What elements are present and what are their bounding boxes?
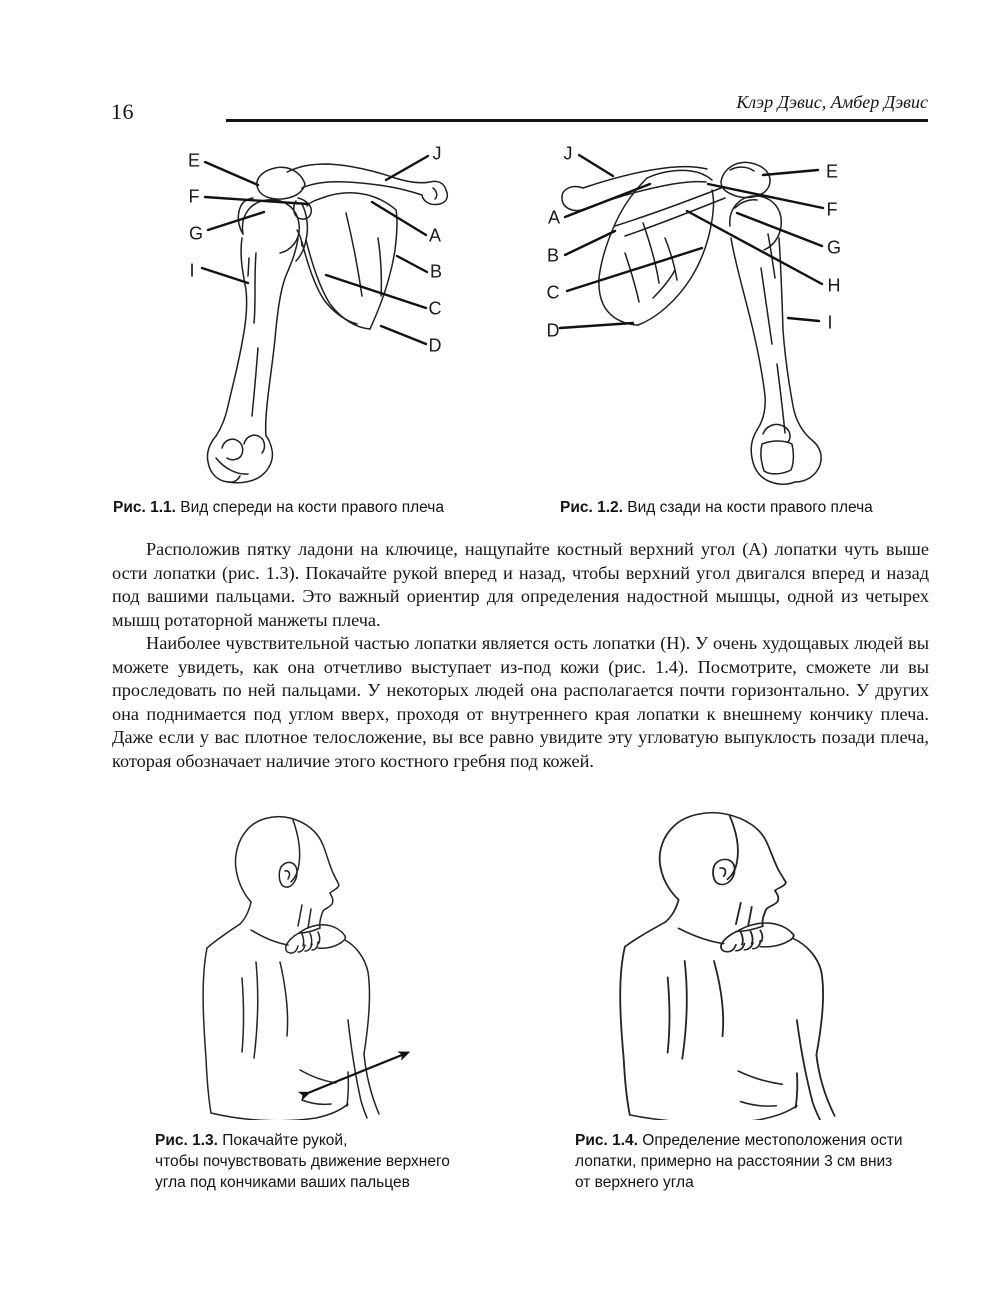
caption-line: чтобы почувствовать движение верхнего <box>155 1153 450 1170</box>
caption-label: Рис. 1.2. <box>560 499 623 516</box>
figure-label-J: J <box>432 143 442 164</box>
figure-1-4-caption <box>575 1130 925 1193</box>
caption-text: Вид сзади на кости правого плеча <box>627 499 873 516</box>
person-outline <box>620 813 834 1120</box>
figure-label-I: I <box>827 312 833 333</box>
caption-label: Рис. 1.1. <box>113 499 176 516</box>
caption-line: угла под кончиками ваших пальцев <box>155 1174 410 1191</box>
body-text-block <box>112 538 929 773</box>
caption-text: Покачайте рукой, <box>222 1132 348 1149</box>
figure-label-D: D <box>428 335 442 356</box>
figure-label-B: B <box>546 245 560 266</box>
figure-label-J: J <box>563 143 573 164</box>
header-rule <box>226 119 928 122</box>
figure-1-3 <box>152 812 472 1120</box>
body-paragraph-1: Расположив пятку ладони на ключице, нащупайте костный верхний угол (А) лопатки чуть выше ости лопатки (рис. 1.3). Покачайте рукой вперед и назад, чтобы верхний угол двигался вперед и назад под вашими пальцами. Это важный ориентир для определения надостной мышцы, одной из четырех мышц ротаторной манжеты плеча. <box>112 539 929 630</box>
motion-arrow <box>308 1055 402 1093</box>
bone-diagram-posterior-svg <box>525 138 870 494</box>
figure-label-G: G <box>188 223 204 244</box>
caption-line <box>155 1130 495 1151</box>
scapula-outline <box>599 170 714 325</box>
figure-1-4 <box>592 810 892 1120</box>
caption-label: Рис. 1.4. <box>575 1132 638 1149</box>
humerus-outline <box>207 198 302 483</box>
figure-1-1 <box>150 138 490 494</box>
figure-1-1-caption <box>113 497 543 518</box>
clavicle-outline <box>287 164 447 205</box>
figure-label-G: G <box>826 237 842 258</box>
figure-label-F: F <box>188 186 200 207</box>
clavicle-outline <box>562 167 707 211</box>
figure-label-A: A <box>428 225 442 246</box>
figure-label-C: C <box>428 298 442 319</box>
caption-line: лопатки, примерно на расстоянии 3 см вниз <box>575 1153 893 1170</box>
figure-1-3-caption <box>155 1130 495 1193</box>
figure-label-B: B <box>429 261 443 282</box>
caption-text: Вид спереди на кости правого плеча <box>180 499 444 516</box>
figure-1-2-caption <box>560 497 940 518</box>
figure-label-I: I <box>189 260 195 281</box>
person-illustration-svg <box>152 812 472 1120</box>
figure-label-F: F <box>826 199 838 220</box>
person-illustration-svg <box>592 810 892 1120</box>
body-paragraph-2: Наиболее чувствительной частью лопатки является ость лопатки (Н). У очень худощавых людей вы можете увидеть, как она отчетливо выступает из-под кожи (рис. 1.4). Посмотрите, сможете ли вы проследовать по ней пальцами. У некоторых людей она располагается почти горизонтально. У других она поднимается под углом вверх, проходя от внутреннего края лопатки к внешнему кончику плеча. Даже если у вас плотное телосложение, вы все равно увидите эту угловатую выпуклость позади плеча, которая обозначает наличие этого костного гребня под кожей. <box>112 633 929 771</box>
leader-lines <box>560 155 823 328</box>
page-number: 16 <box>111 99 134 124</box>
figure-label-C: C <box>546 282 560 303</box>
caption-line: от верхнего угла <box>575 1174 694 1191</box>
figure-label-H: H <box>827 275 841 296</box>
figure-1-2 <box>525 138 870 494</box>
caption-text: Определение местоположения ости <box>642 1132 903 1149</box>
caption-line <box>575 1130 925 1151</box>
caption-label: Рис. 1.3. <box>155 1132 218 1149</box>
figure-label-E: E <box>825 161 839 182</box>
running-header-author: Клэр Дэвис, Амбер Дэвис <box>736 92 928 112</box>
figure-label-E: E <box>187 150 201 171</box>
figure-label-D: D <box>546 320 560 341</box>
figure-label-A: A <box>547 207 561 228</box>
acromion-coracoid <box>257 167 311 219</box>
